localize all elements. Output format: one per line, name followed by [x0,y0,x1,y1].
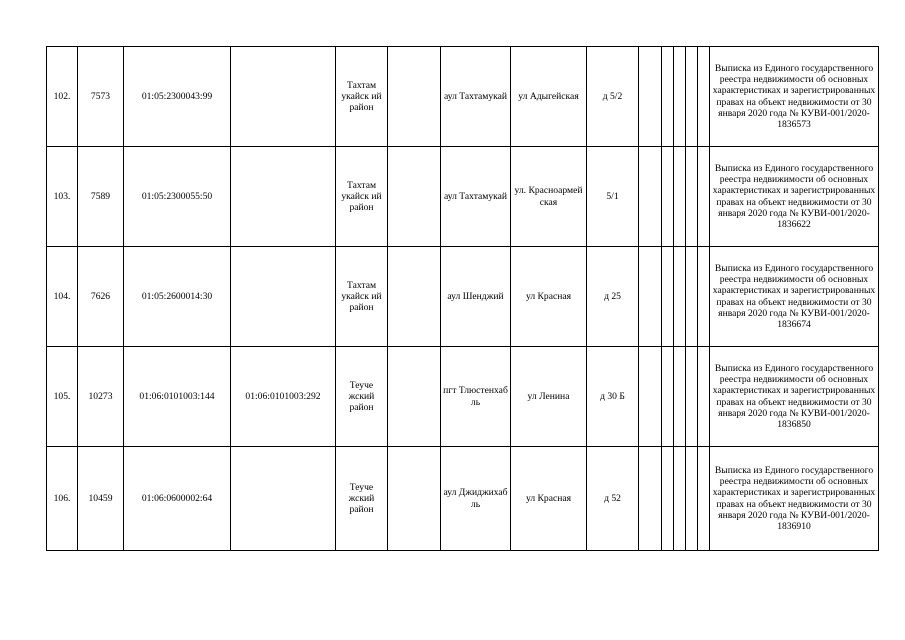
district: Теуче жский район [336,447,388,551]
linked-cadastral-number [231,47,336,147]
street: ул Красная [511,247,587,347]
cadastral-number: 01:05:2300055:50 [124,147,231,247]
linked-cadastral-number: 01:06:0101003:292 [231,347,336,447]
registry-extract: Выписка из Единого государственного реестра недвижимости об основных характеристиках и зарегистрированных правах на объект недвижимости от 30 января 2020 года № КУВИ-001/2020-1836910 [710,447,879,551]
cadastral-number: 01:06:0600002:64 [124,447,231,551]
house-number: 5/1 [587,147,639,247]
street: ул Ленина [511,347,587,447]
empty-cell [674,247,686,347]
empty-cell [698,247,710,347]
object-id: 7573 [78,47,124,147]
row-number: 102. [47,47,78,147]
settlement: аул Тахтамукай [441,147,511,247]
empty-cell [639,247,662,347]
settlement: аул Тахтамукай [441,47,511,147]
empty-cell [662,247,674,347]
row-number: 106. [47,447,78,551]
street: ул Красная [511,447,587,551]
linked-cadastral-number [231,447,336,551]
district: Тахтам укайск ий район [336,147,388,247]
street: ул. Красноармей ская [511,147,587,247]
cadastral-number: 01:06:0101003:144 [124,347,231,447]
table-row [47,347,879,447]
object-id: 10273 [78,347,124,447]
object-id: 7626 [78,247,124,347]
empty-cell [698,447,710,551]
empty-cell [674,347,686,447]
district: Тахтам укайск ий район [336,247,388,347]
street: ул Адыгейская [511,47,587,147]
row-number: 103. [47,147,78,247]
empty-cell [388,147,441,247]
house-number: д 52 [587,447,639,551]
house-number: д 30 Б [587,347,639,447]
registry-extract: Выписка из Единого государственного реестра недвижимости об основных характеристиках и зарегистрированных правах на объект недвижимости от 30 января 2020 года № КУВИ-001/2020-1836573 [710,47,879,147]
empty-cell [662,447,674,551]
empty-cell [686,347,698,447]
empty-cell [639,147,662,247]
empty-cell [388,247,441,347]
registry-rows [47,47,879,551]
empty-cell [639,47,662,147]
object-id: 10459 [78,447,124,551]
empty-cell [686,47,698,147]
empty-cell [662,47,674,147]
house-number: д 5/2 [587,47,639,147]
empty-cell [639,447,662,551]
house-number: д 25 [587,247,639,347]
empty-cell [698,147,710,247]
empty-cell [674,447,686,551]
table-row [47,247,879,347]
registry-table [46,46,879,551]
empty-cell [674,47,686,147]
row-number: 104. [47,247,78,347]
empty-cell [388,447,441,551]
empty-cell [686,247,698,347]
table-row [47,47,879,147]
empty-cell [674,147,686,247]
empty-cell [686,147,698,247]
cadastral-number: 01:05:2300043:99 [124,47,231,147]
linked-cadastral-number [231,247,336,347]
empty-cell [662,147,674,247]
registry-extract: Выписка из Единого государственного реестра недвижимости об основных характеристиках и зарегистрированных правах на объект недвижимости от 30 января 2020 года № КУВИ-001/2020-1836622 [710,147,879,247]
object-id: 7589 [78,147,124,247]
table-row [47,147,879,247]
linked-cadastral-number [231,147,336,247]
empty-cell [388,47,441,147]
empty-cell [662,347,674,447]
settlement: пгт Тлюстенхаб ль [441,347,511,447]
empty-cell [698,47,710,147]
table-row [47,447,879,551]
registry-extract: Выписка из Единого государственного реестра недвижимости об основных характеристиках и зарегистрированных правах на объект недвижимости от 30 января 2020 года № КУВИ-001/2020-1836674 [710,247,879,347]
district: Теуче жский район [336,347,388,447]
empty-cell [388,347,441,447]
registry-extract: Выписка из Единого государственного реестра недвижимости об основных характеристиках и зарегистрированных правах на объект недвижимости от 30 января 2020 года № КУВИ-001/2020-1836850 [710,347,879,447]
district: Тахтам укайск ий район [336,47,388,147]
empty-cell [698,347,710,447]
empty-cell [686,447,698,551]
settlement: аул Джиджихаб ль [441,447,511,551]
settlement: аул Шенджий [441,247,511,347]
row-number: 105. [47,347,78,447]
empty-cell [639,347,662,447]
cadastral-number: 01:05:2600014:30 [124,247,231,347]
